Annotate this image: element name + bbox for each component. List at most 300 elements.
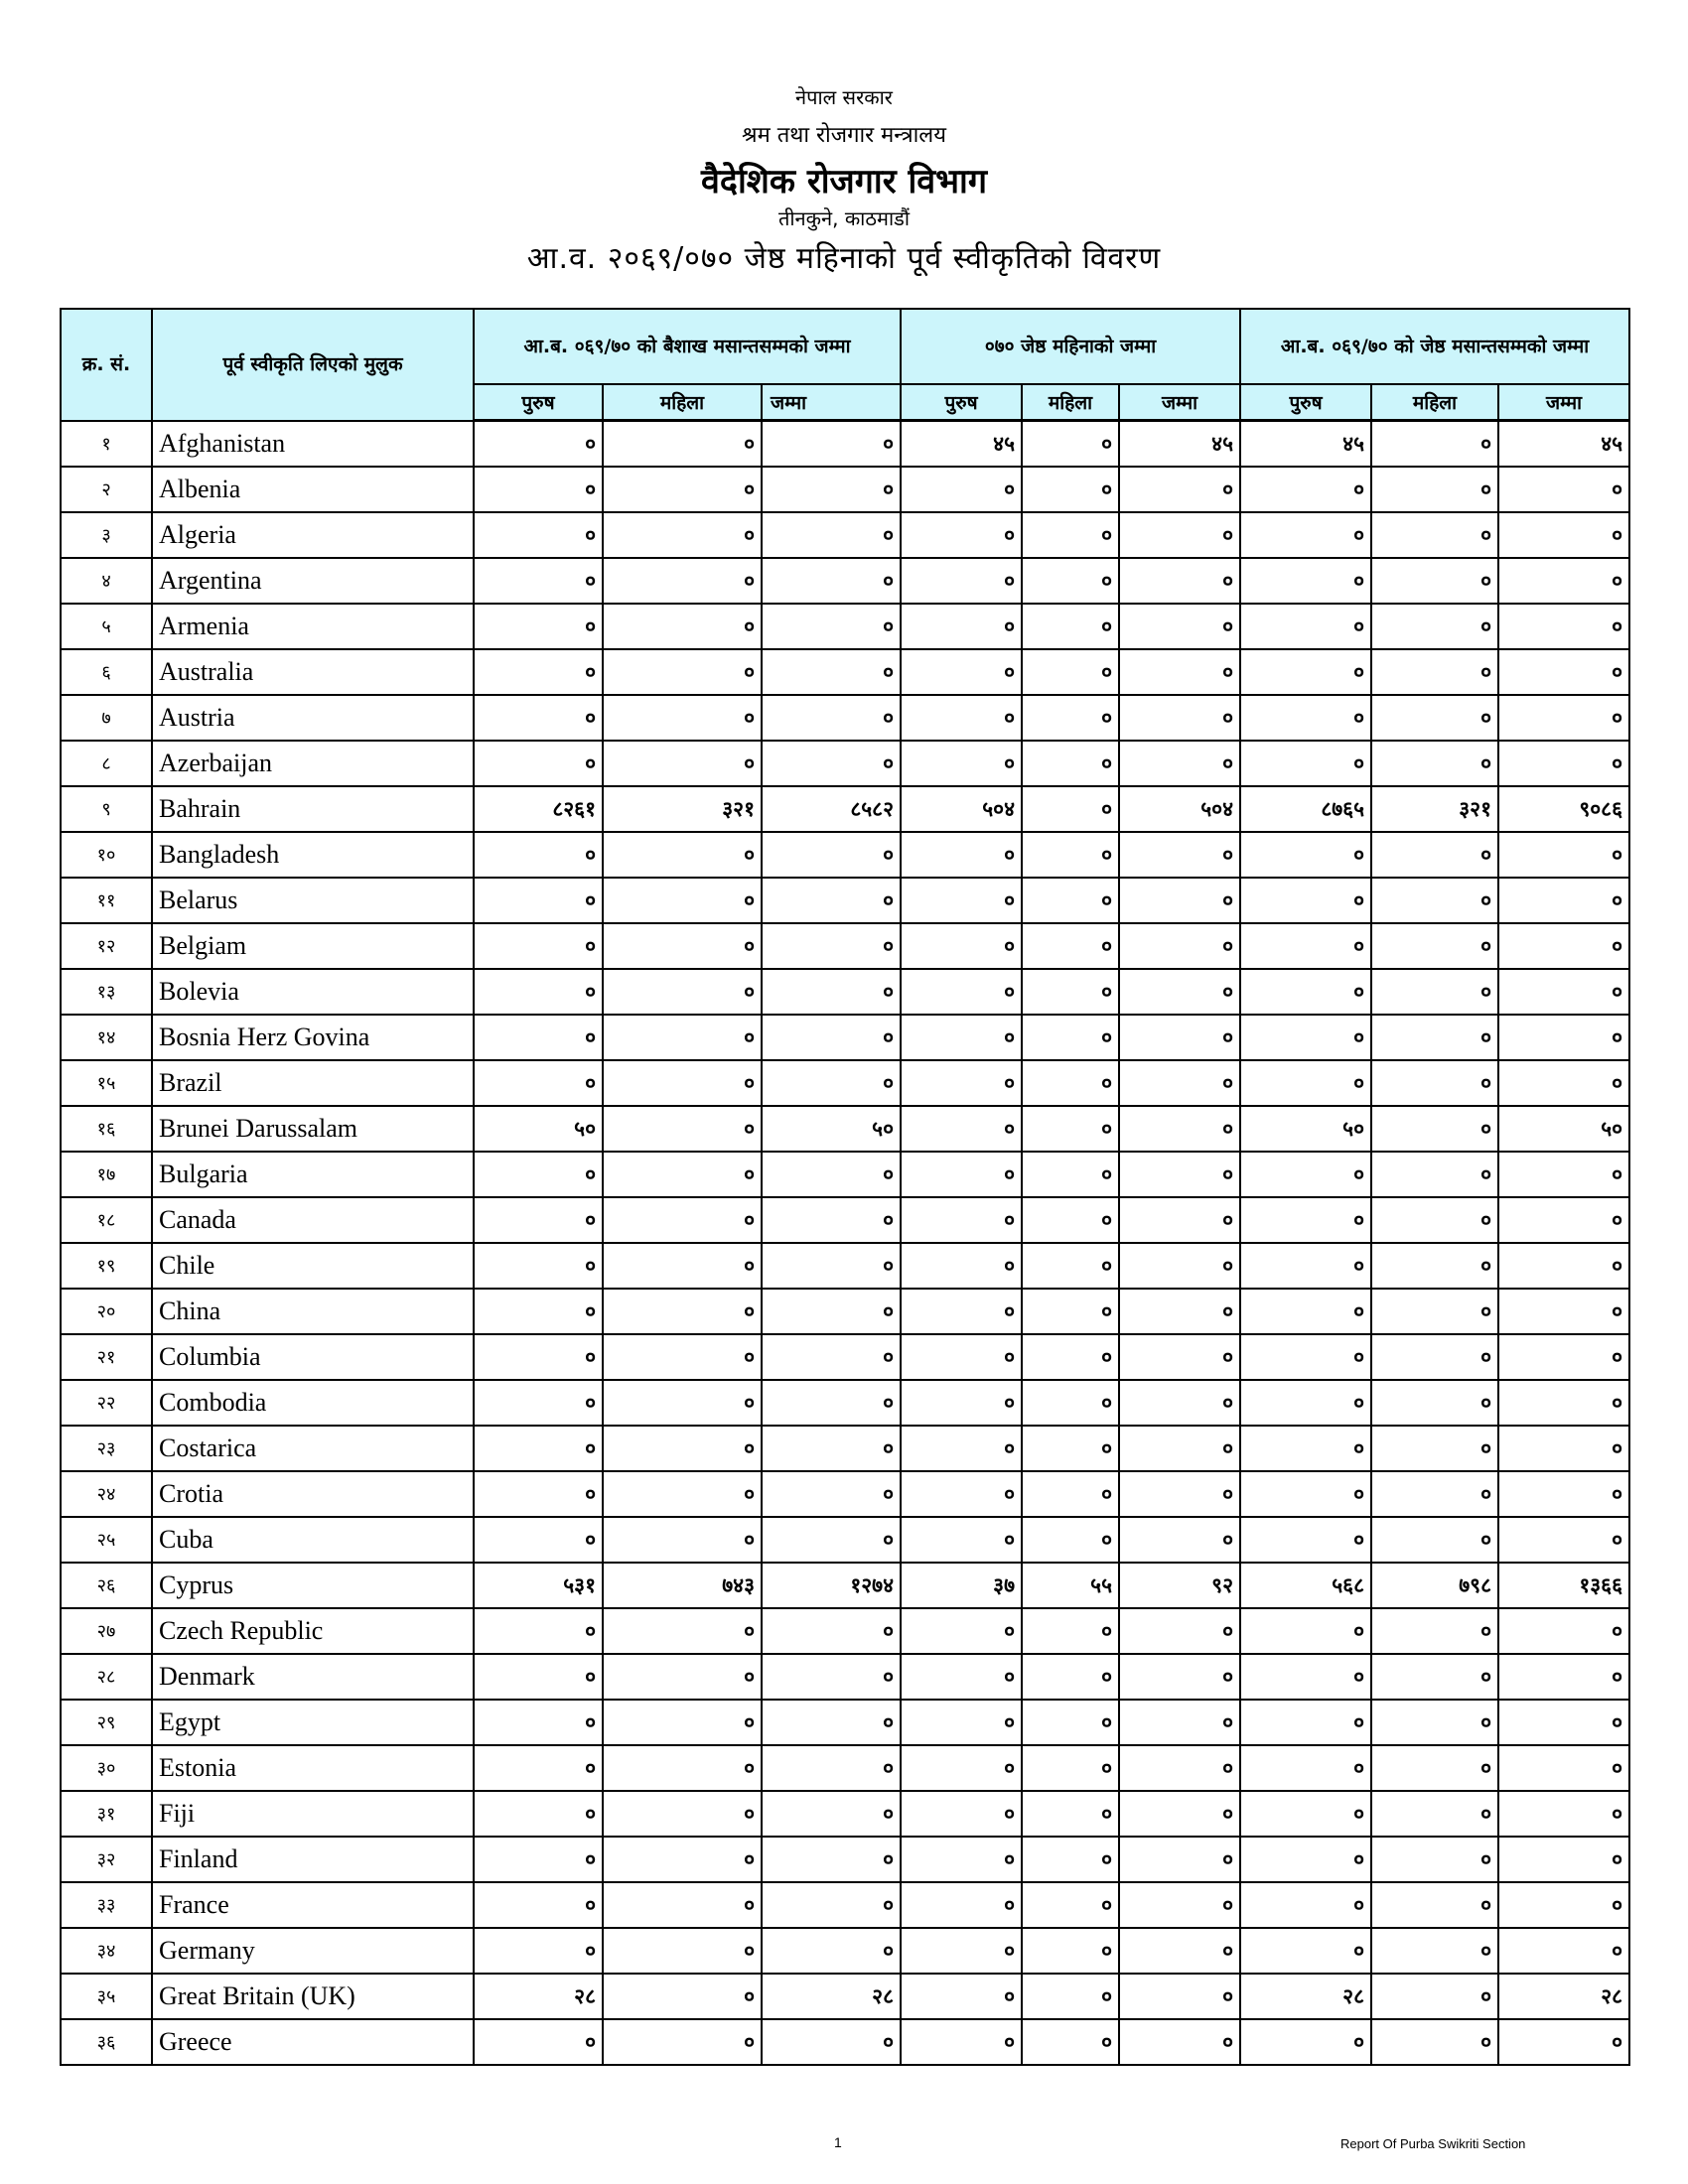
row-value-cell: ० xyxy=(762,467,901,512)
row-value-cell: ० xyxy=(474,832,603,878)
row-value-cell: ० xyxy=(1371,969,1498,1015)
table-row xyxy=(61,649,1629,695)
row-value-cell: ० xyxy=(1498,1928,1629,1974)
row-value-cell: ० xyxy=(1022,1152,1119,1197)
row-value-cell: ४५ xyxy=(1240,421,1371,468)
row-value-cell: ० xyxy=(1119,832,1240,878)
row-value-cell: ० xyxy=(603,1974,762,2019)
table-row xyxy=(61,695,1629,741)
row-country-name: Belarus xyxy=(152,878,474,923)
group-header-till-baishakh: आ.ब. ०६९/७० को बैशाख मसान्तसम्मको जम्मा xyxy=(474,309,901,384)
row-value-cell: ० xyxy=(901,878,1022,923)
row-value-cell: ० xyxy=(901,467,1022,512)
row-serial-number: ७ xyxy=(61,695,152,741)
row-value-cell: ० xyxy=(1498,1243,1629,1289)
row-value-cell: ० xyxy=(1498,604,1629,649)
row-value-cell: ० xyxy=(1498,1654,1629,1700)
table-row xyxy=(61,1791,1629,1837)
row-value-cell: ० xyxy=(901,604,1022,649)
row-value-cell: ० xyxy=(1371,649,1498,695)
row-value-cell: ० xyxy=(1240,512,1371,558)
table-row xyxy=(61,1197,1629,1243)
row-value-cell: ० xyxy=(1498,695,1629,741)
row-value-cell: ० xyxy=(1119,1700,1240,1745)
row-value-cell: ० xyxy=(1371,604,1498,649)
table-row xyxy=(61,923,1629,969)
row-value-cell: ० xyxy=(1022,1289,1119,1334)
row-serial-number: ३२ xyxy=(61,1837,152,1882)
row-value-cell: ० xyxy=(603,421,762,468)
row-value-cell: ० xyxy=(901,832,1022,878)
row-value-cell: ० xyxy=(1119,1289,1240,1334)
row-value-cell: ० xyxy=(1119,467,1240,512)
row-value-cell: ० xyxy=(762,604,901,649)
row-value-cell: ० xyxy=(474,1289,603,1334)
table-row xyxy=(61,786,1629,832)
row-value-cell: ० xyxy=(1240,1152,1371,1197)
row-value-cell: ० xyxy=(1371,1974,1498,2019)
row-value-cell: ० xyxy=(762,1654,901,1700)
row-value-cell: ० xyxy=(1371,1106,1498,1152)
row-value-cell: ० xyxy=(474,1791,603,1837)
row-value-cell: ० xyxy=(1022,1517,1119,1563)
row-serial-number: ३६ xyxy=(61,2019,152,2065)
row-value-cell: ० xyxy=(1498,969,1629,1015)
row-value-cell: ० xyxy=(603,1106,762,1152)
row-value-cell: ० xyxy=(603,969,762,1015)
row-value-cell: ० xyxy=(1498,1334,1629,1380)
row-value-cell: ० xyxy=(762,512,901,558)
row-value-cell: ० xyxy=(1022,1106,1119,1152)
row-country-name: Austria xyxy=(152,695,474,741)
row-value-cell: ० xyxy=(603,467,762,512)
row-value-cell: ० xyxy=(603,1334,762,1380)
row-country-name: Azerbaijan xyxy=(152,741,474,786)
row-value-cell: ० xyxy=(1498,1380,1629,1426)
row-value-cell: ८७६५ xyxy=(1240,786,1371,832)
row-value-cell: ० xyxy=(1371,1380,1498,1426)
row-value-cell: ० xyxy=(603,1517,762,1563)
row-value-cell: ० xyxy=(1022,512,1119,558)
row-serial-number: १६ xyxy=(61,1106,152,1152)
col-header-sn: क्र. सं. xyxy=(61,309,152,421)
row-value-cell: ० xyxy=(474,1060,603,1106)
table-row xyxy=(61,832,1629,878)
row-country-name: Bolevia xyxy=(152,969,474,1015)
row-value-cell: ० xyxy=(1119,878,1240,923)
row-serial-number: २९ xyxy=(61,1700,152,1745)
row-country-name: Albenia xyxy=(152,467,474,512)
row-value-cell: ० xyxy=(1022,421,1119,468)
row-value-cell: ० xyxy=(1240,832,1371,878)
row-serial-number: २८ xyxy=(61,1654,152,1700)
row-value-cell: ० xyxy=(1371,1608,1498,1654)
row-value-cell: ० xyxy=(1119,1106,1240,1152)
row-value-cell: ० xyxy=(1371,1882,1498,1928)
row-value-cell: ९०८६ xyxy=(1498,786,1629,832)
row-country-name: Canada xyxy=(152,1197,474,1243)
row-value-cell: ३७ xyxy=(901,1563,1022,1608)
row-value-cell: ० xyxy=(1119,2019,1240,2065)
table-header xyxy=(61,309,1629,421)
table-row xyxy=(61,604,1629,649)
row-value-cell: ० xyxy=(1371,512,1498,558)
row-value-cell: ० xyxy=(474,1334,603,1380)
row-value-cell: ० xyxy=(1371,741,1498,786)
row-value-cell: ० xyxy=(1022,1426,1119,1471)
row-value-cell: ० xyxy=(901,1882,1022,1928)
row-value-cell: ० xyxy=(1022,1700,1119,1745)
row-value-cell: ० xyxy=(1240,1471,1371,1517)
row-value-cell: ५०४ xyxy=(1119,786,1240,832)
row-value-cell: ० xyxy=(1240,2019,1371,2065)
row-country-name: Greece xyxy=(152,2019,474,2065)
row-value-cell: ० xyxy=(1119,1608,1240,1654)
row-value-cell: ० xyxy=(1022,1380,1119,1426)
row-serial-number: २७ xyxy=(61,1608,152,1654)
row-value-cell: ० xyxy=(1371,1015,1498,1060)
row-value-cell: ० xyxy=(1371,421,1498,468)
sub-header-female: महिला xyxy=(1371,384,1498,421)
row-value-cell: ० xyxy=(901,1015,1022,1060)
row-value-cell: ० xyxy=(1119,1152,1240,1197)
row-value-cell: ० xyxy=(1119,1334,1240,1380)
row-value-cell: ० xyxy=(1022,1015,1119,1060)
row-value-cell: ० xyxy=(603,878,762,923)
row-value-cell: ० xyxy=(1119,1882,1240,1928)
row-value-cell: ० xyxy=(762,695,901,741)
row-value-cell: ० xyxy=(603,1928,762,1974)
row-value-cell: ९२ xyxy=(1119,1563,1240,1608)
row-value-cell: ० xyxy=(1022,1837,1119,1882)
row-value-cell: ० xyxy=(1022,832,1119,878)
row-value-cell: ० xyxy=(603,923,762,969)
row-value-cell: ० xyxy=(901,1745,1022,1791)
row-value-cell: ० xyxy=(901,923,1022,969)
row-value-cell: ० xyxy=(901,512,1022,558)
row-value-cell: ० xyxy=(1240,1928,1371,1974)
row-value-cell: ० xyxy=(1371,1334,1498,1380)
row-value-cell: ० xyxy=(1240,695,1371,741)
row-value-cell: ० xyxy=(474,695,603,741)
row-value-cell: ८२६१ xyxy=(474,786,603,832)
row-value-cell: ० xyxy=(1498,512,1629,558)
row-value-cell: ० xyxy=(1498,1471,1629,1517)
row-value-cell: ० xyxy=(901,1426,1022,1471)
row-country-name: Argentina xyxy=(152,558,474,604)
row-value-cell: ० xyxy=(762,1197,901,1243)
row-value-cell: ० xyxy=(901,649,1022,695)
row-value-cell: ० xyxy=(603,1015,762,1060)
row-country-name: Finland xyxy=(152,1837,474,1882)
row-value-cell: ० xyxy=(901,1289,1022,1334)
table-row xyxy=(61,467,1629,512)
table-row xyxy=(61,1928,1629,1974)
row-value-cell: ० xyxy=(762,558,901,604)
row-value-cell: ० xyxy=(901,1791,1022,1837)
row-value-cell: ० xyxy=(1022,649,1119,695)
row-value-cell: ० xyxy=(474,1197,603,1243)
row-value-cell: ० xyxy=(603,1289,762,1334)
row-serial-number: २३ xyxy=(61,1426,152,1471)
table-row xyxy=(61,1471,1629,1517)
row-value-cell: ० xyxy=(474,1608,603,1654)
row-value-cell: ० xyxy=(762,421,901,468)
row-value-cell: ० xyxy=(901,695,1022,741)
row-serial-number: ९ xyxy=(61,786,152,832)
row-value-cell: ० xyxy=(1240,467,1371,512)
row-value-cell: ० xyxy=(762,1243,901,1289)
row-country-name: Combodia xyxy=(152,1380,474,1426)
row-value-cell: ० xyxy=(1240,1791,1371,1837)
row-value-cell: ० xyxy=(1371,558,1498,604)
row-value-cell: ० xyxy=(1498,1289,1629,1334)
row-value-cell: ८५८२ xyxy=(762,786,901,832)
row-value-cell: ० xyxy=(1119,1791,1240,1837)
row-value-cell: ७४३ xyxy=(603,1563,762,1608)
row-value-cell: ० xyxy=(901,1837,1022,1882)
row-value-cell: ० xyxy=(1119,1471,1240,1517)
row-value-cell: ० xyxy=(901,1197,1022,1243)
row-country-name: Belgiam xyxy=(152,923,474,969)
row-serial-number: २५ xyxy=(61,1517,152,1563)
office-address: तीनकुने, काठमाडौं xyxy=(777,206,911,230)
row-value-cell: ० xyxy=(1022,1974,1119,2019)
row-value-cell: ० xyxy=(1240,558,1371,604)
row-value-cell: ० xyxy=(603,1882,762,1928)
row-value-cell: ० xyxy=(1498,649,1629,695)
row-value-cell: ० xyxy=(1371,1791,1498,1837)
row-value-cell: ० xyxy=(1371,878,1498,923)
row-country-name: Australia xyxy=(152,649,474,695)
row-country-name: Germany xyxy=(152,1928,474,1974)
table-row xyxy=(61,1974,1629,2019)
row-value-cell: ० xyxy=(762,1928,901,1974)
row-value-cell: ० xyxy=(901,558,1022,604)
row-value-cell: ० xyxy=(762,1060,901,1106)
row-value-cell: ० xyxy=(1022,1471,1119,1517)
row-value-cell: ० xyxy=(1371,1426,1498,1471)
row-country-name: Great Britain (UK) xyxy=(152,1974,474,2019)
row-country-name: Egypt xyxy=(152,1700,474,1745)
section-note: Report Of Purba Swikriti Section xyxy=(1340,2136,1526,2151)
row-value-cell: ० xyxy=(1022,1745,1119,1791)
sub-header-total: जम्मा xyxy=(1498,384,1629,421)
table-row xyxy=(61,1243,1629,1289)
row-country-name: Afghanistan xyxy=(152,421,474,468)
row-value-cell: ० xyxy=(762,649,901,695)
row-value-cell: ० xyxy=(603,1060,762,1106)
row-value-cell: ० xyxy=(1119,1974,1240,2019)
row-value-cell: ० xyxy=(1119,558,1240,604)
row-value-cell: ० xyxy=(474,512,603,558)
row-value-cell: ० xyxy=(1240,1654,1371,1700)
row-value-cell: ५६८ xyxy=(1240,1563,1371,1608)
row-value-cell: ० xyxy=(1498,1700,1629,1745)
row-value-cell: ० xyxy=(1371,1152,1498,1197)
row-value-cell: ० xyxy=(474,1152,603,1197)
row-value-cell: ० xyxy=(1371,467,1498,512)
row-value-cell: ० xyxy=(603,1837,762,1882)
row-country-name: Estonia xyxy=(152,1745,474,1791)
row-value-cell: ० xyxy=(1119,604,1240,649)
row-value-cell: ० xyxy=(474,1745,603,1791)
row-value-cell: ० xyxy=(1240,1517,1371,1563)
table-row xyxy=(61,1700,1629,1745)
row-country-name: Cuba xyxy=(152,1517,474,1563)
row-value-cell: ० xyxy=(1240,878,1371,923)
row-value-cell: १३६६ xyxy=(1498,1563,1629,1608)
row-serial-number: ३० xyxy=(61,1745,152,1791)
row-value-cell: ० xyxy=(603,649,762,695)
row-value-cell: ० xyxy=(1240,649,1371,695)
row-value-cell: ० xyxy=(1498,741,1629,786)
row-value-cell: ० xyxy=(603,741,762,786)
row-country-name: Brunei Darussalam xyxy=(152,1106,474,1152)
sub-header-female: महिला xyxy=(603,384,762,421)
row-value-cell: ० xyxy=(901,741,1022,786)
row-value-cell: ० xyxy=(1119,1517,1240,1563)
row-value-cell: ० xyxy=(474,1928,603,1974)
row-value-cell: ० xyxy=(1022,741,1119,786)
row-value-cell: ० xyxy=(901,1106,1022,1152)
row-value-cell: ० xyxy=(901,1380,1022,1426)
table-row xyxy=(61,2019,1629,2065)
row-value-cell: १२७४ xyxy=(762,1563,901,1608)
row-value-cell: ० xyxy=(603,1791,762,1837)
row-value-cell: ० xyxy=(474,604,603,649)
row-value-cell: ० xyxy=(474,421,603,468)
row-value-cell: ० xyxy=(474,1015,603,1060)
row-value-cell: ० xyxy=(474,1380,603,1426)
row-value-cell: ० xyxy=(762,741,901,786)
row-value-cell: ० xyxy=(603,558,762,604)
row-value-cell: ० xyxy=(762,2019,901,2065)
row-value-cell: ० xyxy=(1119,923,1240,969)
row-value-cell: ० xyxy=(1371,2019,1498,2065)
table-row xyxy=(61,741,1629,786)
row-value-cell: २८ xyxy=(762,1974,901,2019)
row-serial-number: २२ xyxy=(61,1380,152,1426)
row-value-cell: ० xyxy=(762,1608,901,1654)
row-value-cell: ० xyxy=(762,1471,901,1517)
row-country-name: Denmark xyxy=(152,1654,474,1700)
table-row xyxy=(61,1882,1629,1928)
row-country-name: Brazil xyxy=(152,1060,474,1106)
row-value-cell: ० xyxy=(1498,2019,1629,2065)
row-country-name: Cyprus xyxy=(152,1563,474,1608)
row-value-cell: ० xyxy=(1498,1197,1629,1243)
row-value-cell: ० xyxy=(474,878,603,923)
row-value-cell: ० xyxy=(901,1608,1022,1654)
row-value-cell: ० xyxy=(901,1060,1022,1106)
table-row xyxy=(61,1654,1629,1700)
row-value-cell: ० xyxy=(1119,649,1240,695)
row-serial-number: १ xyxy=(61,421,152,468)
row-value-cell: ० xyxy=(1371,1197,1498,1243)
row-value-cell: ० xyxy=(1022,1928,1119,1974)
row-value-cell: ० xyxy=(603,1654,762,1700)
row-value-cell: ० xyxy=(1119,1745,1240,1791)
row-value-cell: ० xyxy=(1240,1243,1371,1289)
row-value-cell: ० xyxy=(1498,923,1629,969)
table-row xyxy=(61,878,1629,923)
row-value-cell: ० xyxy=(1371,1654,1498,1700)
row-value-cell: ७९८ xyxy=(1371,1563,1498,1608)
row-value-cell: ० xyxy=(603,1745,762,1791)
row-value-cell: ० xyxy=(1119,1380,1240,1426)
row-value-cell: ० xyxy=(1119,1060,1240,1106)
row-value-cell: ० xyxy=(1371,1928,1498,1974)
table-row xyxy=(61,1289,1629,1334)
row-serial-number: ४ xyxy=(61,558,152,604)
table-row xyxy=(61,512,1629,558)
row-value-cell: ० xyxy=(1119,1426,1240,1471)
row-country-name: Czech Republic xyxy=(152,1608,474,1654)
row-value-cell: ० xyxy=(1119,1654,1240,1700)
row-value-cell: ० xyxy=(1371,1837,1498,1882)
row-country-name: Columbia xyxy=(152,1334,474,1380)
table-row xyxy=(61,1106,1629,1152)
table-row xyxy=(61,1060,1629,1106)
row-value-cell: २८ xyxy=(1498,1974,1629,2019)
table-row xyxy=(61,558,1629,604)
row-value-cell: ० xyxy=(1119,1015,1240,1060)
row-value-cell: ० xyxy=(1371,695,1498,741)
row-value-cell: ० xyxy=(474,1426,603,1471)
col-header-country: पूर्व स्वीकृति लिएको मुलुक xyxy=(152,309,474,421)
row-value-cell: ० xyxy=(1119,969,1240,1015)
row-value-cell: ० xyxy=(762,1791,901,1837)
row-value-cell: ० xyxy=(901,1471,1022,1517)
row-value-cell: ० xyxy=(1240,604,1371,649)
row-serial-number: ६ xyxy=(61,649,152,695)
row-value-cell: ० xyxy=(1022,467,1119,512)
row-value-cell: ० xyxy=(474,1654,603,1700)
row-value-cell: ० xyxy=(1119,741,1240,786)
row-value-cell: ० xyxy=(762,1882,901,1928)
row-value-cell: ० xyxy=(1371,832,1498,878)
row-value-cell: ० xyxy=(1498,1837,1629,1882)
row-value-cell: ० xyxy=(474,649,603,695)
row-country-name: Fiji xyxy=(152,1791,474,1837)
row-value-cell: ० xyxy=(762,1289,901,1334)
row-value-cell: ० xyxy=(762,1380,901,1426)
row-value-cell: ० xyxy=(901,1700,1022,1745)
row-serial-number: १३ xyxy=(61,969,152,1015)
row-serial-number: १२ xyxy=(61,923,152,969)
row-value-cell: ० xyxy=(1119,512,1240,558)
row-value-cell: ० xyxy=(762,878,901,923)
row-value-cell: ० xyxy=(1240,741,1371,786)
row-value-cell: ० xyxy=(1498,1608,1629,1654)
row-value-cell: ० xyxy=(1498,832,1629,878)
row-value-cell: ५० xyxy=(474,1106,603,1152)
row-value-cell: ० xyxy=(474,2019,603,2065)
row-value-cell: ० xyxy=(1022,1654,1119,1700)
row-country-name: Bahrain xyxy=(152,786,474,832)
sub-header-total: जम्मा xyxy=(762,384,901,421)
row-value-cell: ० xyxy=(1498,467,1629,512)
row-country-name: Bosnia Herz Govina xyxy=(152,1015,474,1060)
row-value-cell: ० xyxy=(603,1426,762,1471)
row-value-cell: ० xyxy=(474,741,603,786)
row-value-cell: ० xyxy=(603,1700,762,1745)
row-value-cell: ० xyxy=(1371,1243,1498,1289)
row-serial-number: ३१ xyxy=(61,1791,152,1837)
table-row xyxy=(61,1380,1629,1426)
row-serial-number: १५ xyxy=(61,1060,152,1106)
